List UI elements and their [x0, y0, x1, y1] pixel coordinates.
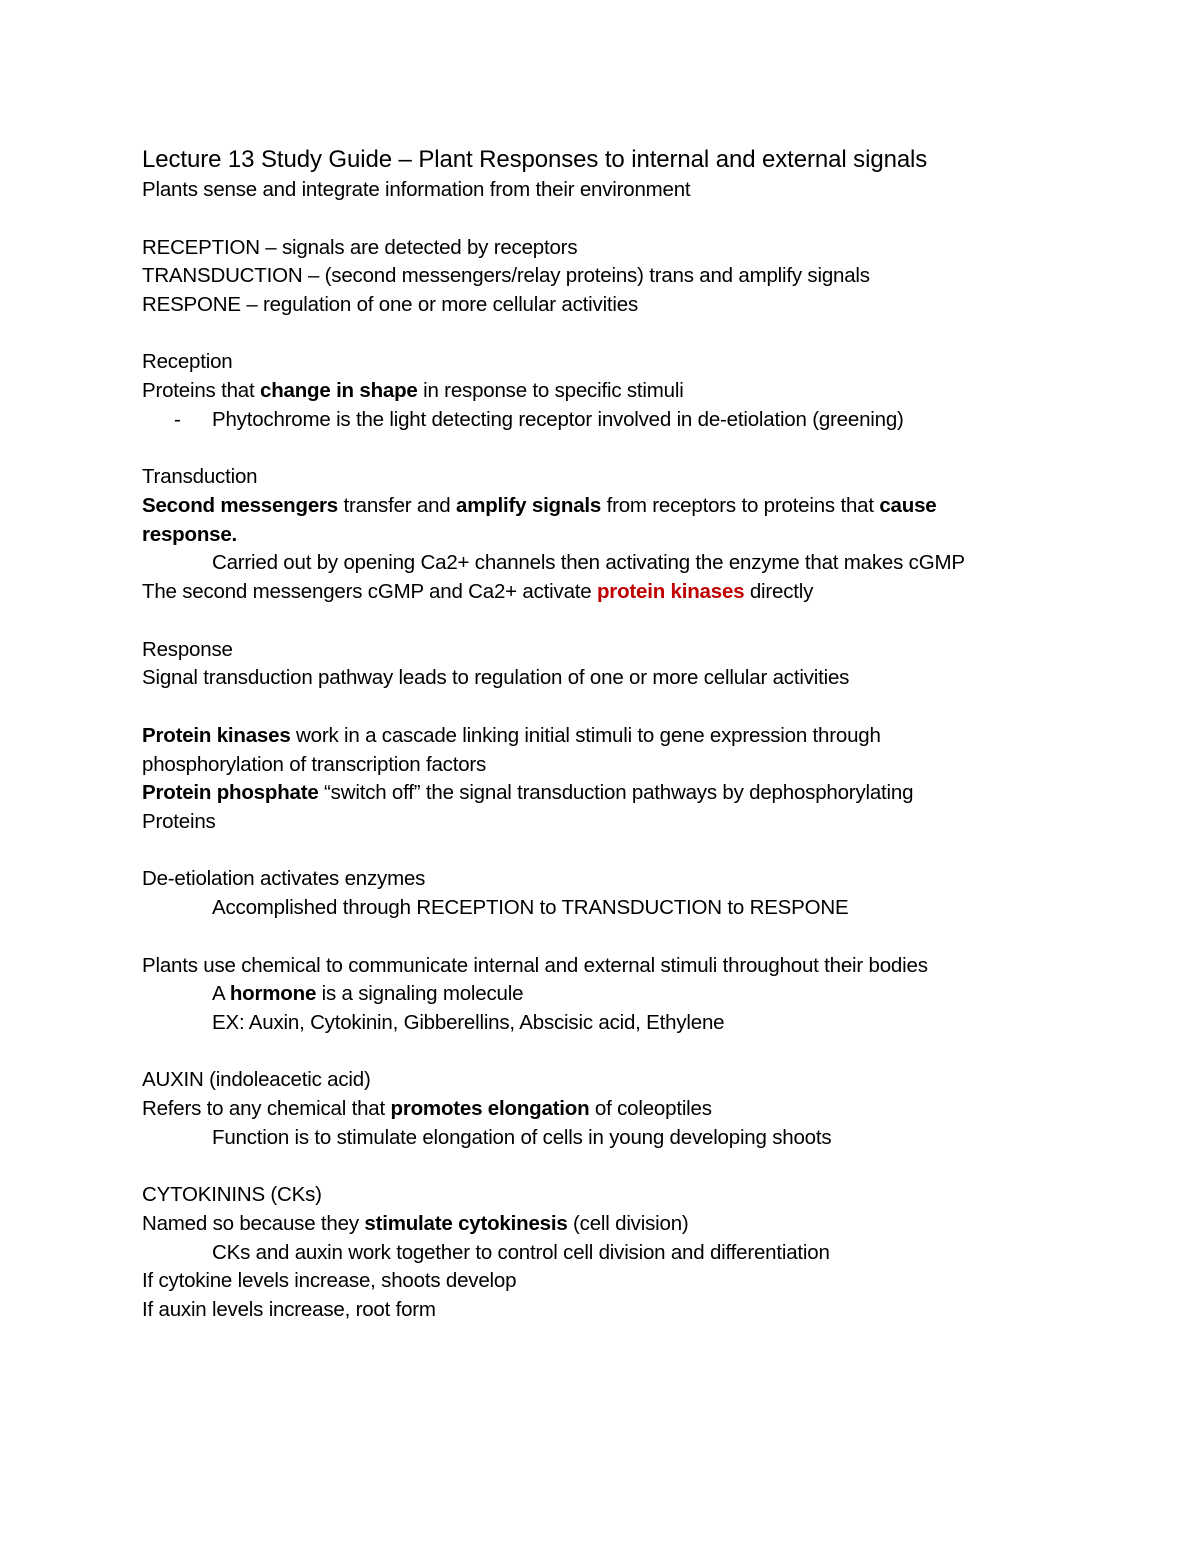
- cytokinins-line-1: Named so because they stimulate cytokinesis (cell division): [142, 1212, 689, 1235]
- transduction-heading: Transduction: [142, 465, 258, 488]
- response-line: Signal transduction pathway leads to regulation of one or more cellular activities: [142, 666, 850, 689]
- cytokinins-line-4: If auxin levels increase, root form: [142, 1298, 436, 1321]
- auxin-line-2: Function is to stimulate elongation of cells in young developing shoots: [212, 1126, 832, 1149]
- cytokinins-line-3: If cytokine levels increase, shoots develop: [142, 1269, 517, 1292]
- hormones-line-2: A hormone is a signaling molecule: [212, 982, 524, 1005]
- overview-response: RESPONE – regulation of one or more cellular activities: [142, 293, 639, 316]
- auxin-heading: AUXIN (indoleacetic acid): [142, 1068, 371, 1091]
- transduction-line-3: Carried out by opening Ca2+ channels then activating the enzyme that makes cGMP: [212, 551, 965, 574]
- transduction-line-2: response.: [142, 523, 238, 546]
- deetiolation-line-1: De-etiolation activates enzymes: [142, 867, 426, 890]
- intro-text: Plants sense and integrate information from their environment: [142, 178, 691, 201]
- kinases-line-3: Protein phosphate “switch off” the signal transduction pathways by dephosphorylating: [142, 781, 914, 804]
- overview-reception: RECEPTION – signals are detected by receptors: [142, 236, 578, 259]
- kinases-line-4: Proteins: [142, 810, 216, 833]
- deetiolation-line-2: Accomplished through RECEPTION to TRANSDUCTION to RESPONE: [212, 896, 849, 919]
- reception-line: Proteins that change in shape in response to specific stimuli: [142, 379, 684, 402]
- kinases-line-2: phosphorylation of transcription factors: [142, 753, 487, 776]
- overview-transduction: TRANSDUCTION – (second messengers/relay proteins) trans and amplify signals: [142, 264, 870, 287]
- page-title: Lecture 13 Study Guide – Plant Responses to internal and external signals: [142, 146, 928, 173]
- bullet-marker: -: [174, 408, 181, 431]
- cytokinins-line-2: CKs and auxin work together to control cell division and differentiation: [212, 1241, 830, 1264]
- reception-heading: Reception: [142, 350, 233, 373]
- kinases-line-1: Protein kinases work in a cascade linking initial stimuli to gene expression through: [142, 724, 881, 747]
- reception-bullet: Phytochrome is the light detecting receptor involved in de-etiolation (greening): [212, 408, 904, 431]
- hormones-line-3: EX: Auxin, Cytokinin, Gibberellins, Abscisic acid, Ethylene: [212, 1011, 725, 1034]
- transduction-line-1: Second messengers transfer and amplify signals from receptors to proteins that cause: [142, 494, 937, 517]
- response-heading: Response: [142, 638, 233, 661]
- cytokinins-heading: CYTOKININS (CKs): [142, 1183, 322, 1206]
- hormones-line-1: Plants use chemical to communicate internal and external stimuli throughout their bodies: [142, 954, 928, 977]
- auxin-line-1: Refers to any chemical that promotes elongation of coleoptiles: [142, 1097, 712, 1120]
- transduction-line-4: The second messengers cGMP and Ca2+ activate protein kinases directly: [142, 580, 814, 603]
